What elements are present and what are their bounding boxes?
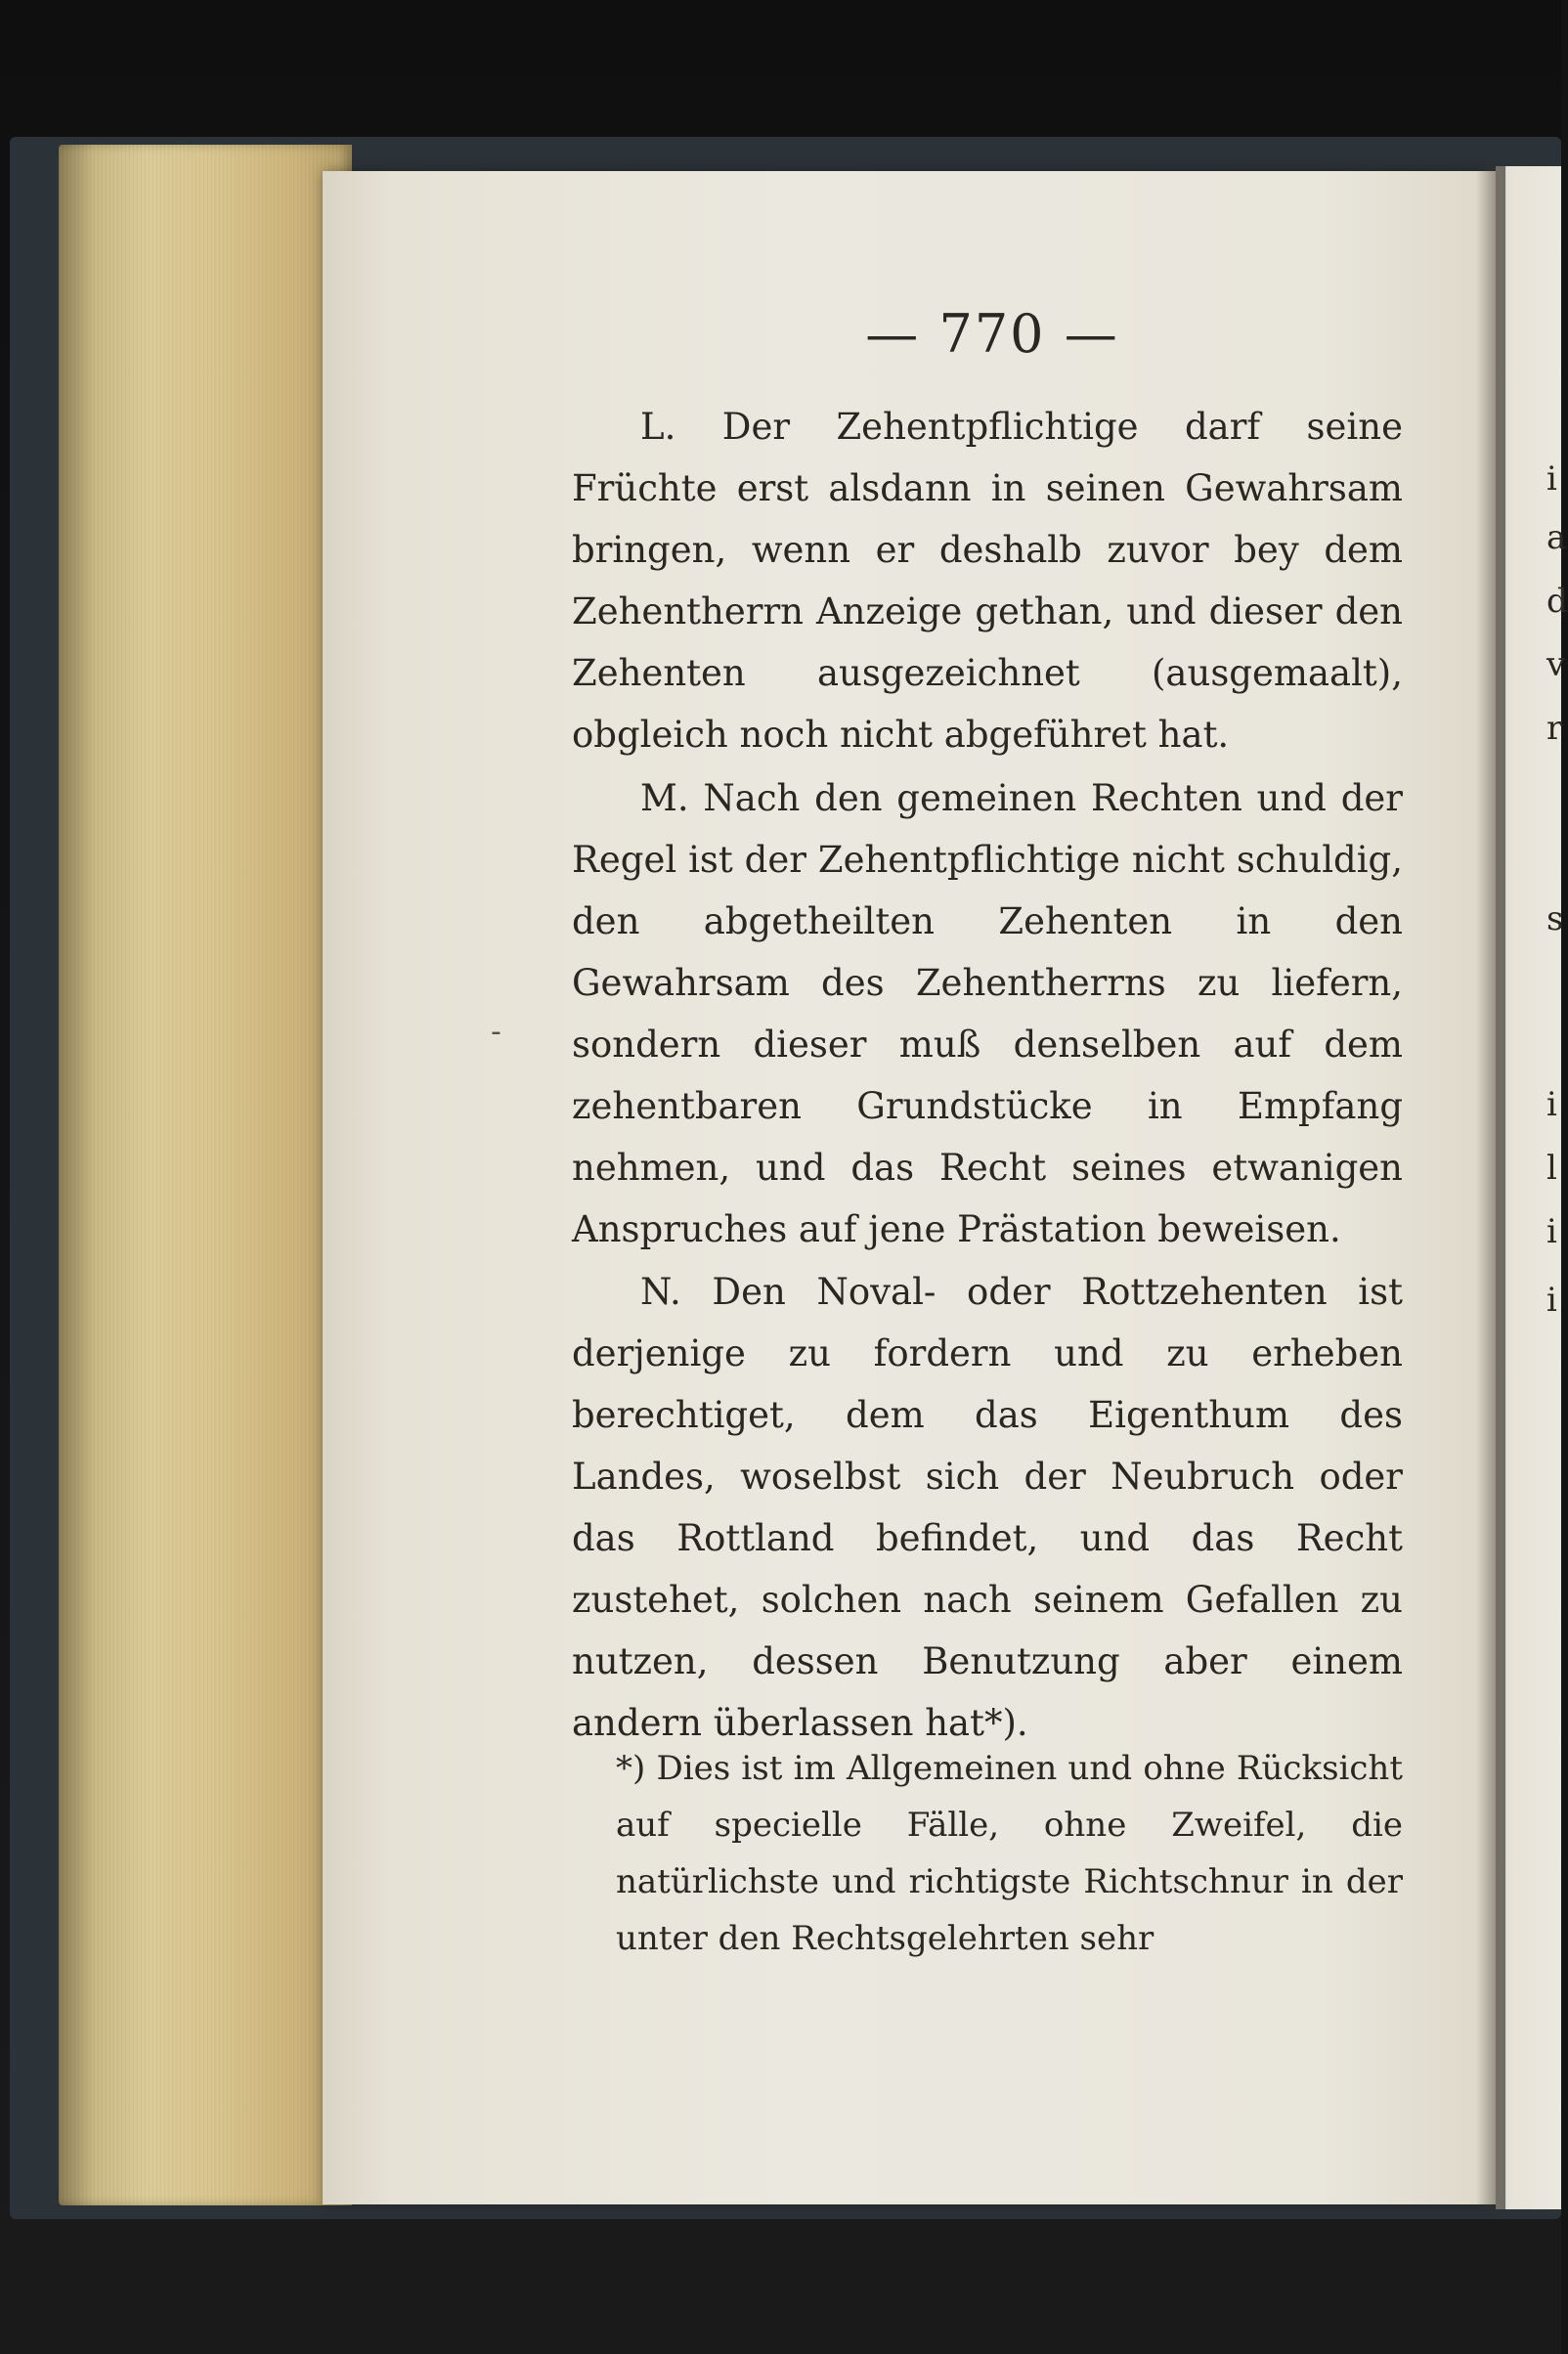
- facing-page-letter: i: [1546, 1281, 1557, 1320]
- facing-page-letter: i: [1546, 1212, 1557, 1251]
- paragraph-m: [572, 767, 1403, 1260]
- paragraph-l-text: L. Der Zehentpflichtige darf seine Früchte erst alsdann in seinen Gewahrsam bringen, wenn er deshalb zuvor bey dem Zehentherrn Anzeige gethan, und dieser den Zehenten ausgezeichnet (ausgemaalt), obgleich noch nicht abgeführet hat.: [572, 406, 1403, 756]
- facing-page-letter: v: [1546, 645, 1566, 684]
- facing-page-letter: r: [1546, 709, 1563, 748]
- facing-page-letter: i: [1546, 1085, 1557, 1124]
- paragraph-n: [572, 1261, 1403, 1754]
- book-gutter: [1476, 166, 1505, 2209]
- paragraph-m-text: M. Nach den gemeinen Rechten und der Regel ist der Zehentpflichtige nicht schuldig, den abgetheilten Zehenten in den Gewahrsam des Zehentherrns zu liefern, sondern dieser muß denselben auf dem zehentbaren Grundstücke in Empfang nehmen, und das Recht seines etwanigen Anspruches auf jene Prästation beweisen.: [572, 777, 1403, 1250]
- facing-page-letter: i: [1546, 459, 1557, 499]
- paragraph-l: [572, 396, 1403, 765]
- footnote: *) Dies ist im Allgemeinen und ohne Rücksicht auf specielle Fälle, ohne Zweifel, die natürlichste und richtigste Richtschnur in der unter den Rechtsgelehrten sehr: [616, 1749, 1403, 1958]
- facing-page-letter: d: [1546, 582, 1568, 621]
- facing-page-letter: s: [1546, 899, 1564, 938]
- facing-page-letter: a: [1546, 518, 1567, 557]
- margin-mark: -: [491, 1015, 501, 1049]
- page-block-lines: [59, 145, 352, 2205]
- facing-page-letter: l: [1546, 1149, 1557, 1188]
- paragraph-n-text: N. Den Noval- oder Rottzehenten ist derjenige zu fordern und zu erheben berechtiget, dem das Eigenthum des Landes, woselbst sich der Neubruch oder das Rottland befindet, und das Recht zustehet, solchen nach seinem Gefallen zu nutzen, dessen Benutzung aber einem andern überlassen hat*).: [572, 1271, 1403, 1744]
- page-header: — 770 —: [865, 303, 1119, 365]
